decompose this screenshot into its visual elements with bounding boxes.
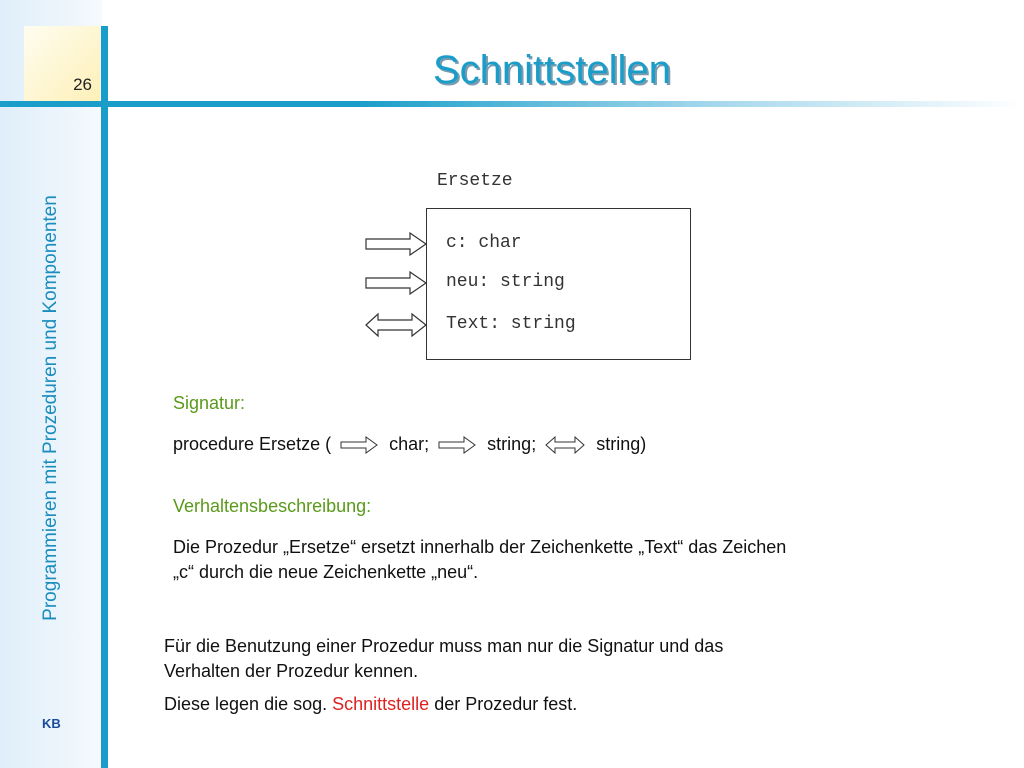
summary-text bbox=[164, 634, 723, 717]
inout-arrow-icon bbox=[545, 436, 585, 454]
param-c: c: char bbox=[446, 233, 522, 253]
header-rule bbox=[0, 101, 1024, 107]
slide-title: Schnittstellen bbox=[433, 48, 671, 92]
summary-line bbox=[164, 692, 723, 717]
signature-param1: char; bbox=[389, 434, 430, 454]
in-arrow-icon bbox=[340, 436, 378, 454]
page-number-box bbox=[24, 26, 100, 101]
behavior-line: „c“ durch die neue Zeichenkette „neu“. bbox=[173, 562, 479, 582]
summary-suffix: der Prozedur fest. bbox=[434, 694, 578, 714]
in-arrow-icon bbox=[438, 436, 476, 454]
footer-logo: KB bbox=[42, 716, 61, 731]
behavior-text bbox=[173, 535, 786, 585]
inout-arrow-icon bbox=[364, 312, 428, 338]
signature-line bbox=[173, 432, 646, 457]
summary-line: Verhalten der Prozedur kennen. bbox=[164, 661, 419, 681]
side-title: Programmieren mit Prozeduren und Komponenten bbox=[40, 195, 61, 621]
in-arrow-icon bbox=[364, 270, 428, 296]
in-arrow-icon bbox=[364, 231, 428, 257]
summary-line: Für die Benutzung einer Prozedur muss man nur die Signatur und das bbox=[164, 636, 724, 656]
signature-param2: string; bbox=[487, 434, 537, 454]
summary-prefix: Diese legen die sog. bbox=[164, 694, 328, 714]
behavior-line: Die Prozedur „Ersetze“ ersetzt innerhalb der Zeichenkette „Text“ das Zeichen bbox=[173, 537, 787, 557]
side-rule bbox=[101, 26, 108, 768]
param-neu: neu: string bbox=[446, 272, 565, 292]
signature-param3: string) bbox=[596, 434, 647, 454]
page-number: 26 bbox=[73, 75, 92, 94]
signature-prefix: procedure Ersetze ( bbox=[173, 434, 332, 454]
signature-heading: Signatur: bbox=[173, 393, 246, 413]
param-text: Text: string bbox=[446, 314, 576, 334]
procedure-name: Ersetze bbox=[437, 171, 513, 191]
behavior-heading: Verhaltensbeschreibung: bbox=[173, 496, 372, 516]
schnittstelle-highlight: Schnittstelle bbox=[332, 694, 430, 714]
